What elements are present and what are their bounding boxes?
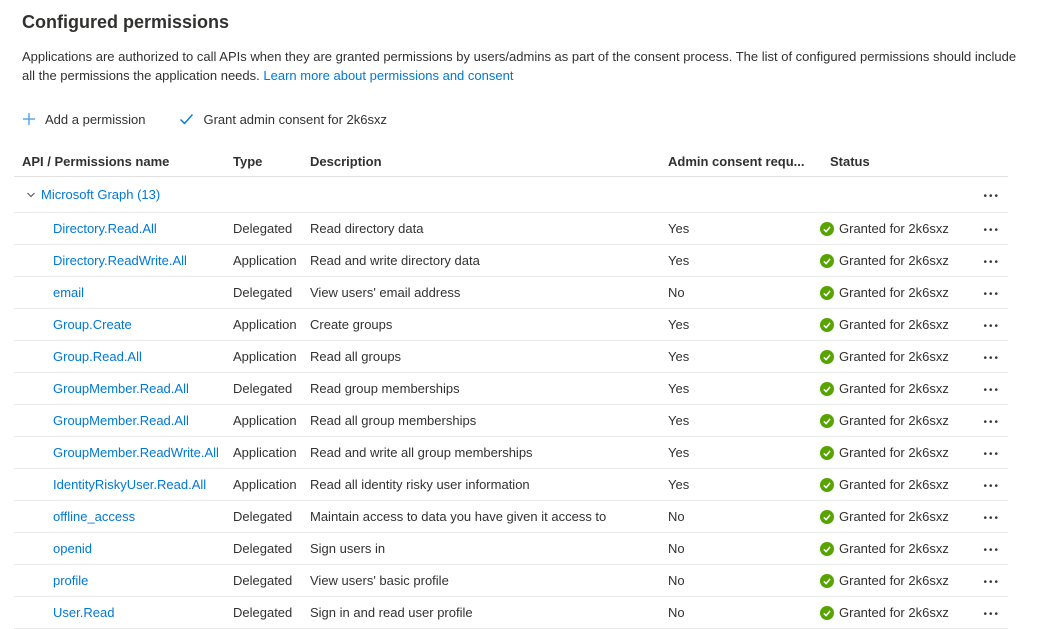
status-text: Granted for 2k6sxz: [839, 541, 949, 556]
permission-description: Read and write all group memberships: [310, 445, 533, 460]
status-text: Granted for 2k6sxz: [839, 573, 949, 588]
learn-more-link[interactable]: Learn more about permissions and consent: [263, 68, 514, 83]
permission-description: View users' basic profile: [310, 573, 449, 588]
permission-name-link[interactable]: profile: [53, 573, 89, 588]
granted-check-icon: [820, 254, 834, 268]
status-text: Granted for 2k6sxz: [839, 413, 949, 428]
status-badge: [820, 605, 949, 620]
status-badge: [820, 413, 949, 428]
page-description: [22, 47, 1027, 85]
status-text: Granted for 2k6sxz: [839, 605, 949, 620]
permission-description: Read directory data: [310, 221, 424, 236]
granted-check-icon: [820, 606, 834, 620]
permission-description: Read and write directory data: [310, 253, 480, 268]
granted-check-icon: [820, 318, 834, 332]
row-more-options-button[interactable]: •••: [983, 449, 1000, 460]
permission-type: Delegated: [233, 605, 293, 620]
granted-check-icon: [820, 542, 834, 556]
permission-description: Maintain access to data you have given it access to: [310, 509, 607, 524]
permission-type: Application: [233, 317, 297, 332]
admin-consent-required-value: Yes: [668, 221, 690, 236]
permission-description: Read all groups: [310, 349, 402, 364]
permission-description: Create groups: [310, 317, 393, 332]
admin-consent-required-value: Yes: [668, 413, 690, 428]
admin-consent-required-value: Yes: [668, 349, 690, 364]
admin-consent-required-value: Yes: [668, 381, 690, 396]
permission-type: Delegated: [233, 541, 293, 556]
status-text: Granted for 2k6sxz: [839, 349, 949, 364]
permission-name-link[interactable]: User.Read: [53, 605, 115, 620]
permission-name-link[interactable]: GroupMember.ReadWrite.All: [53, 445, 219, 460]
permission-name-link[interactable]: openid: [53, 541, 93, 556]
admin-consent-required-value: No: [668, 573, 685, 588]
permission-type: Application: [233, 349, 297, 364]
permission-row: [14, 341, 1008, 373]
row-more-options-button[interactable]: •••: [983, 577, 1000, 588]
status-text: Granted for 2k6sxz: [839, 509, 949, 524]
row-more-options-button[interactable]: •••: [983, 609, 1000, 620]
permission-description: View users' email address: [310, 285, 461, 300]
granted-check-icon: [820, 478, 834, 492]
permission-row: [14, 469, 1008, 501]
row-more-options-button[interactable]: •••: [983, 289, 1000, 300]
permissions-table: [14, 147, 1008, 629]
permission-name-link[interactable]: Directory.ReadWrite.All: [53, 253, 187, 268]
status-badge: [820, 285, 949, 300]
admin-consent-required-value: Yes: [668, 317, 690, 332]
table-header-row: [14, 147, 1008, 177]
status-text: Granted for 2k6sxz: [839, 285, 949, 300]
status-badge: [820, 445, 949, 460]
permission-type: Application: [233, 413, 297, 428]
description-text: Applications are authorized to call APIs when they are granted permissions by users/admins as part of the consent process. The list of configured permissions should include all the permissions the application needs.: [22, 49, 1017, 83]
group-more-options-button[interactable]: •••: [983, 191, 1000, 202]
granted-check-icon: [820, 222, 834, 236]
status-badge: [820, 317, 949, 332]
permission-row: [14, 501, 1008, 533]
add-permission-label: Add a permission: [45, 111, 146, 127]
status-text: Granted for 2k6sxz: [839, 477, 949, 492]
status-text: Granted for 2k6sxz: [839, 381, 949, 396]
status-badge: [820, 381, 949, 396]
status-badge: [820, 477, 949, 492]
status-badge: [820, 509, 949, 524]
status-text: Granted for 2k6sxz: [839, 317, 949, 332]
permission-type: Delegated: [233, 573, 293, 588]
permission-description: Read group memberships: [310, 381, 460, 396]
table-body: [14, 213, 1008, 629]
admin-consent-required-value: No: [668, 541, 685, 556]
permission-row: [14, 245, 1008, 277]
api-group-link[interactable]: Microsoft Graph (13): [41, 187, 161, 202]
status-badge: [820, 349, 949, 364]
row-more-options-button[interactable]: •••: [983, 481, 1000, 492]
permission-name-link[interactable]: GroupMember.Read.All: [53, 413, 189, 428]
granted-check-icon: [820, 286, 834, 300]
header-description: Description: [310, 154, 382, 169]
row-more-options-button[interactable]: •••: [983, 513, 1000, 524]
granted-check-icon: [820, 510, 834, 524]
row-more-options-button[interactable]: •••: [983, 353, 1000, 364]
row-more-options-button[interactable]: •••: [983, 385, 1000, 396]
admin-consent-required-value: Yes: [668, 445, 690, 460]
grant-admin-consent-label: Grant admin consent for 2k6sxz: [203, 111, 387, 127]
row-more-options-button[interactable]: •••: [983, 321, 1000, 332]
row-more-options-button[interactable]: •••: [983, 225, 1000, 236]
permission-name-link[interactable]: IdentityRiskyUser.Read.All: [53, 477, 207, 492]
header-admin-consent-required: Admin consent requ...: [668, 154, 805, 169]
admin-consent-required-value: No: [668, 605, 685, 620]
status-badge: [820, 221, 949, 236]
permission-type: Delegated: [233, 509, 293, 524]
permission-name-link[interactable]: email: [53, 285, 85, 300]
status-text: Granted for 2k6sxz: [839, 253, 949, 268]
granted-check-icon: [820, 414, 834, 428]
permission-type: Application: [233, 253, 297, 268]
permission-name-link[interactable]: offline_access: [53, 509, 136, 524]
permission-description: Sign users in: [310, 541, 386, 556]
plus-icon: [22, 112, 36, 126]
row-more-options-button[interactable]: •••: [983, 545, 1000, 556]
page-title: Configured permissions: [22, 12, 230, 32]
status-badge: [820, 573, 949, 588]
api-group-row: [14, 177, 1008, 213]
granted-check-icon: [820, 382, 834, 396]
admin-consent-required-value: No: [668, 509, 685, 524]
header-status: Status: [830, 154, 870, 169]
permission-type: Delegated: [233, 221, 293, 236]
permission-row: [14, 565, 1008, 597]
permission-type: Application: [233, 445, 297, 460]
chevron-down-icon[interactable]: [25, 189, 37, 201]
permission-row: [14, 213, 1008, 245]
add-permission-button[interactable]: [22, 112, 145, 127]
admin-consent-required-value: Yes: [668, 253, 690, 268]
row-more-options-button[interactable]: •••: [983, 257, 1000, 268]
permission-name-link[interactable]: Directory.Read.All: [53, 221, 157, 236]
status-badge: [820, 253, 949, 268]
granted-check-icon: [820, 446, 834, 460]
permission-type: Delegated: [233, 285, 293, 300]
checkmark-icon: [179, 113, 194, 125]
permission-row: [14, 405, 1008, 437]
permission-description: Sign in and read user profile: [310, 605, 473, 620]
permission-row: [14, 277, 1008, 309]
header-api-permissions-name: API / Permissions name: [22, 154, 170, 169]
admin-consent-required-value: Yes: [668, 477, 690, 492]
granted-check-icon: [820, 574, 834, 588]
status-text: Granted for 2k6sxz: [839, 221, 949, 236]
permission-row: [14, 309, 1008, 341]
header-type: Type: [233, 154, 263, 169]
permission-name-link[interactable]: GroupMember.Read.All: [53, 381, 189, 396]
command-bar: [22, 107, 1057, 131]
status-badge: [820, 541, 949, 556]
permission-type: Application: [233, 477, 297, 492]
grant-admin-consent-button[interactable]: [179, 112, 387, 127]
permission-row: [14, 437, 1008, 469]
permission-type: Delegated: [233, 381, 293, 396]
admin-consent-required-value: No: [668, 285, 685, 300]
permission-name-link[interactable]: Group.Create: [53, 317, 132, 332]
permission-name-link[interactable]: Group.Read.All: [53, 349, 142, 364]
permission-row: [14, 597, 1008, 629]
permission-row: [14, 373, 1008, 405]
granted-check-icon: [820, 350, 834, 364]
permission-row: [14, 533, 1008, 565]
permission-description: Read all group memberships: [310, 413, 477, 428]
status-text: Granted for 2k6sxz: [839, 445, 949, 460]
permission-description: Read all identity risky user information: [310, 477, 530, 492]
row-more-options-button[interactable]: •••: [983, 417, 1000, 428]
